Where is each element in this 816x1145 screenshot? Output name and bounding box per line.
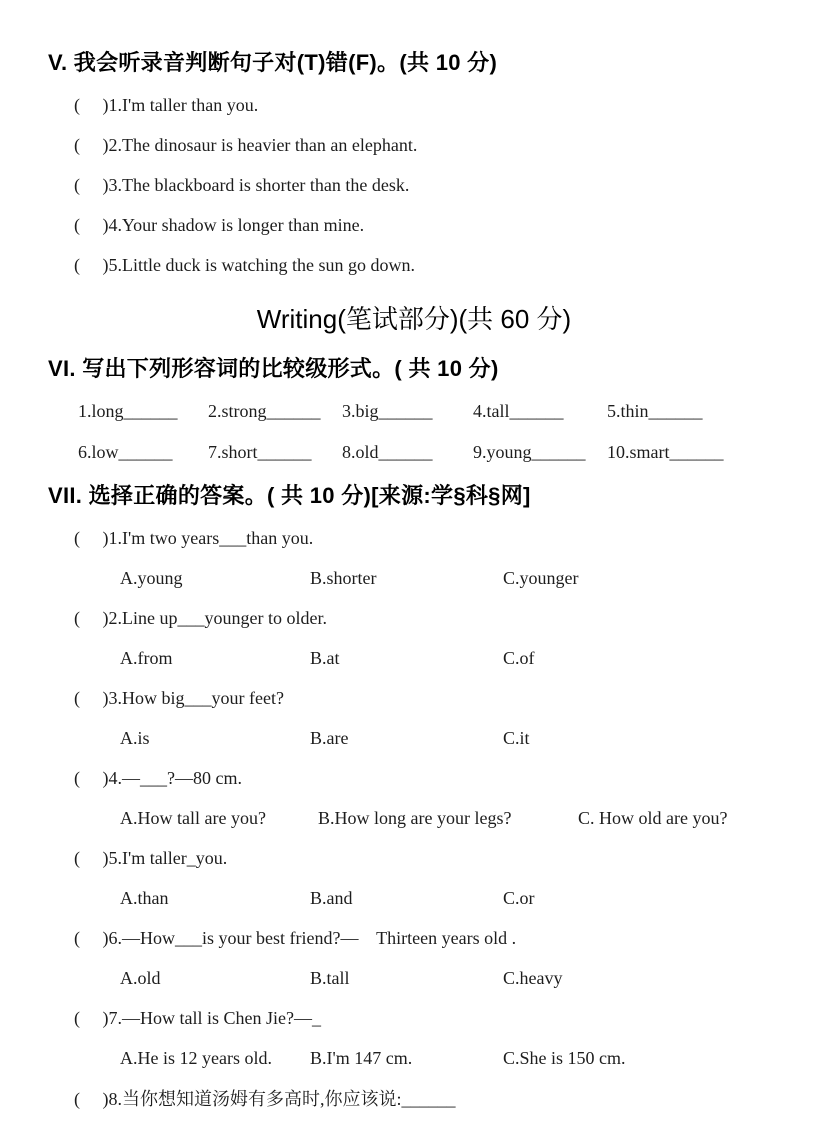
option-item: A.How tall are you? bbox=[120, 807, 266, 828]
section-v-items bbox=[48, 85, 780, 285]
comparative-item: 10.smart______ bbox=[607, 442, 724, 462]
section-v-heading: V. 我会听录音判断句子对(T)错(F)。(共 10 分) bbox=[48, 50, 498, 75]
tf-item: ( )4.Your shadow is longer than mine. bbox=[74, 214, 365, 235]
question-stem: ( )2.Line up___younger to older. bbox=[74, 607, 327, 628]
option-item: A.from bbox=[120, 647, 173, 668]
tf-item: ( )2.The dinosaur is heavier than an elephant. bbox=[74, 134, 418, 155]
section-vii-heading: VII. 选择正确的答案。( 共 10 分)[来源:学§科§网] bbox=[48, 483, 531, 508]
option-item: C.She is 150 cm. bbox=[503, 1047, 626, 1068]
comparative-item: 1.long______ bbox=[78, 401, 178, 421]
comparative-item: 8.old______ bbox=[342, 442, 433, 462]
comparative-item: 9.young______ bbox=[473, 442, 586, 462]
comparative-item: 7.short______ bbox=[208, 442, 312, 462]
section-vii-questions bbox=[48, 518, 780, 1118]
comparative-row bbox=[78, 432, 780, 473]
question-stem: ( )8.当你想知道汤姆有多高时,你应该说:______ bbox=[74, 1089, 456, 1109]
writing-section-title: Writing(笔试部分)(共 60 分) bbox=[256, 304, 572, 334]
options-row bbox=[120, 718, 780, 758]
option-item: B.How long are your legs? bbox=[318, 807, 512, 828]
options-row bbox=[120, 878, 780, 918]
option-item: B.tall bbox=[310, 967, 350, 988]
tf-item: ( )5.Little duck is watching the sun go down. bbox=[74, 254, 415, 275]
question-stem: ( )5.I'm taller_you. bbox=[74, 847, 228, 868]
option-item: A.old bbox=[120, 967, 161, 988]
section-vi-heading: VI. 写出下列形容词的比较级形式。( 共 10 分) bbox=[48, 356, 499, 381]
tf-item: ( )1.I'm taller than you. bbox=[74, 94, 259, 115]
option-item: C.heavy bbox=[503, 967, 563, 988]
option-item: B.I'm 147 cm. bbox=[310, 1047, 413, 1068]
question-stem: ( )4.—___?—80 cm. bbox=[74, 767, 242, 788]
options-row bbox=[120, 798, 780, 838]
comparative-item: 6.low______ bbox=[78, 442, 173, 462]
option-item: C. How old are you? bbox=[578, 807, 728, 828]
option-item: C.younger bbox=[503, 567, 579, 588]
tf-item: ( )3.The blackboard is shorter than the desk. bbox=[74, 174, 410, 195]
option-item: B.shorter bbox=[310, 567, 377, 588]
question-stem: ( )1.I'm two years___than you. bbox=[74, 527, 314, 548]
option-item: B.and bbox=[310, 887, 353, 908]
option-item: B.are bbox=[310, 727, 349, 748]
option-item: C.of bbox=[503, 647, 535, 668]
comparative-item: 3.big______ bbox=[342, 401, 433, 421]
comparative-row bbox=[78, 391, 780, 432]
option-item: C.it bbox=[503, 727, 530, 748]
option-item: A.is bbox=[120, 727, 150, 748]
comparative-item: 2.strong______ bbox=[208, 401, 321, 421]
option-item: A.young bbox=[120, 567, 183, 588]
options-row bbox=[120, 1038, 780, 1078]
question-stem: ( )7.—How tall is Chen Jie?—_ bbox=[74, 1007, 321, 1028]
question-stem: ( )6.—How___is your best friend?— Thirteen years old . bbox=[74, 927, 517, 948]
section-vi-rows bbox=[48, 391, 780, 473]
options-row bbox=[120, 638, 780, 678]
question-stem: ( )3.How big___your feet? bbox=[74, 687, 284, 708]
options-row bbox=[120, 958, 780, 998]
option-item: C.or bbox=[503, 887, 535, 908]
comparative-item: 5.thin______ bbox=[607, 401, 703, 421]
option-item: A.He is 12 years old. bbox=[120, 1047, 281, 1068]
options-row bbox=[120, 558, 780, 598]
option-item: B.at bbox=[310, 647, 340, 668]
comparative-item: 4.tall______ bbox=[473, 401, 564, 421]
option-item: A.than bbox=[120, 887, 169, 908]
